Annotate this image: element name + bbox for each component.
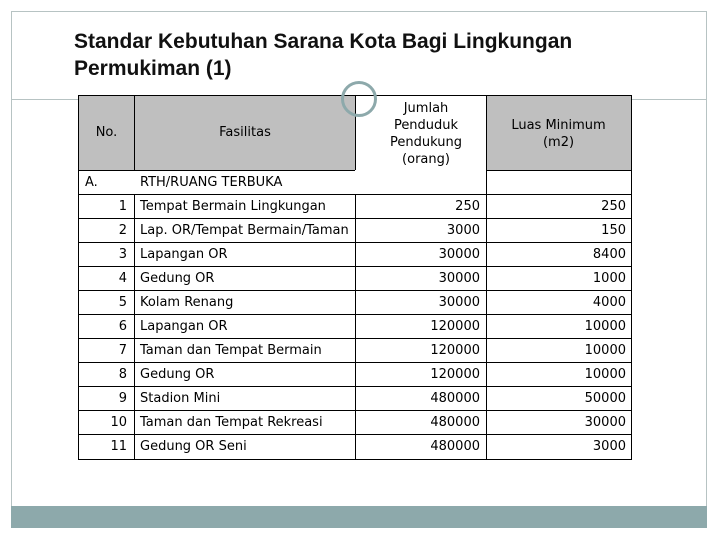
header-jumlah-penduduk: Jumlah Penduduk Pendukung (orang)	[390, 101, 462, 167]
header-divider	[486, 170, 631, 171]
row-jumlah-penduduk: 480000	[430, 415, 480, 430]
row-luas-minimum: 250	[601, 199, 626, 214]
row-jumlah-penduduk: 480000	[430, 439, 480, 454]
row-luas-minimum: 4000	[592, 295, 626, 310]
row-number: 10	[110, 415, 127, 430]
row-fasilitas: Stadion Mini	[140, 391, 221, 406]
section-label: RTH/RUANG TERBUKA	[140, 175, 283, 190]
footer-bar	[11, 506, 707, 528]
row-fasilitas: Kolam Renang	[140, 295, 234, 310]
row-jumlah-penduduk: 250	[455, 199, 480, 214]
row-luas-minimum: 8400	[592, 247, 626, 262]
row-fasilitas: Gedung OR	[140, 271, 215, 286]
row-fasilitas: Gedung OR Seni	[140, 439, 247, 454]
row-number: 3	[118, 247, 127, 262]
row-luas-minimum: 50000	[584, 391, 626, 406]
row-luas-minimum: 1000	[592, 271, 626, 286]
slide-title: Standar Kebutuhan Sarana Kota Bagi Lingkungan Permukiman (1)	[74, 30, 573, 80]
header-no: No.	[95, 125, 118, 140]
row-luas-minimum: 150	[601, 223, 626, 238]
row-jumlah-penduduk: 480000	[430, 391, 480, 406]
row-luas-minimum: 10000	[584, 343, 626, 358]
row-number: 4	[118, 271, 127, 286]
row-number: 5	[118, 295, 127, 310]
column-divider	[134, 194, 135, 459]
row-number: 6	[118, 319, 127, 334]
section-code: A.	[85, 175, 98, 190]
row-jumlah-penduduk: 30000	[438, 295, 480, 310]
facility-table	[78, 95, 632, 460]
row-number: 8	[118, 367, 127, 382]
row-number: 9	[118, 391, 127, 406]
row-luas-minimum: 10000	[584, 319, 626, 334]
row-luas-minimum: 10000	[584, 367, 626, 382]
row-jumlah-penduduk: 3000	[446, 223, 480, 238]
row-number: 1	[118, 199, 127, 214]
row-fasilitas: Lapangan OR	[140, 319, 228, 334]
row-fasilitas: Taman dan Tempat Rekreasi	[140, 415, 323, 430]
row-jumlah-penduduk: 30000	[438, 247, 480, 262]
row-number: 2	[118, 223, 127, 238]
row-jumlah-penduduk: 120000	[430, 343, 480, 358]
row-luas-minimum: 3000	[592, 439, 626, 454]
row-number: 7	[118, 343, 127, 358]
decorative-ring	[341, 81, 377, 117]
row-number: 11	[110, 439, 127, 454]
row-jumlah-penduduk: 30000	[438, 271, 480, 286]
header-fasilitas: Fasilitas	[219, 125, 271, 140]
column-divider	[355, 194, 356, 459]
column-divider	[134, 96, 135, 170]
header-divider	[79, 170, 355, 171]
row-luas-minimum: 30000	[584, 415, 626, 430]
row-fasilitas: Taman dan Tempat Bermain	[140, 343, 322, 358]
row-jumlah-penduduk: 120000	[430, 319, 480, 334]
column-divider	[486, 96, 487, 459]
row-fasilitas: Gedung OR	[140, 367, 215, 382]
row-fasilitas: Tempat Bermain Lingkungan	[140, 199, 326, 214]
row-jumlah-penduduk: 120000	[430, 367, 480, 382]
row-fasilitas: Lapangan OR	[140, 247, 228, 262]
row-fasilitas: Lap. OR/Tempat Bermain/Taman	[140, 223, 349, 238]
header-luas-minimum: Luas Minimum (m2)	[511, 118, 606, 150]
